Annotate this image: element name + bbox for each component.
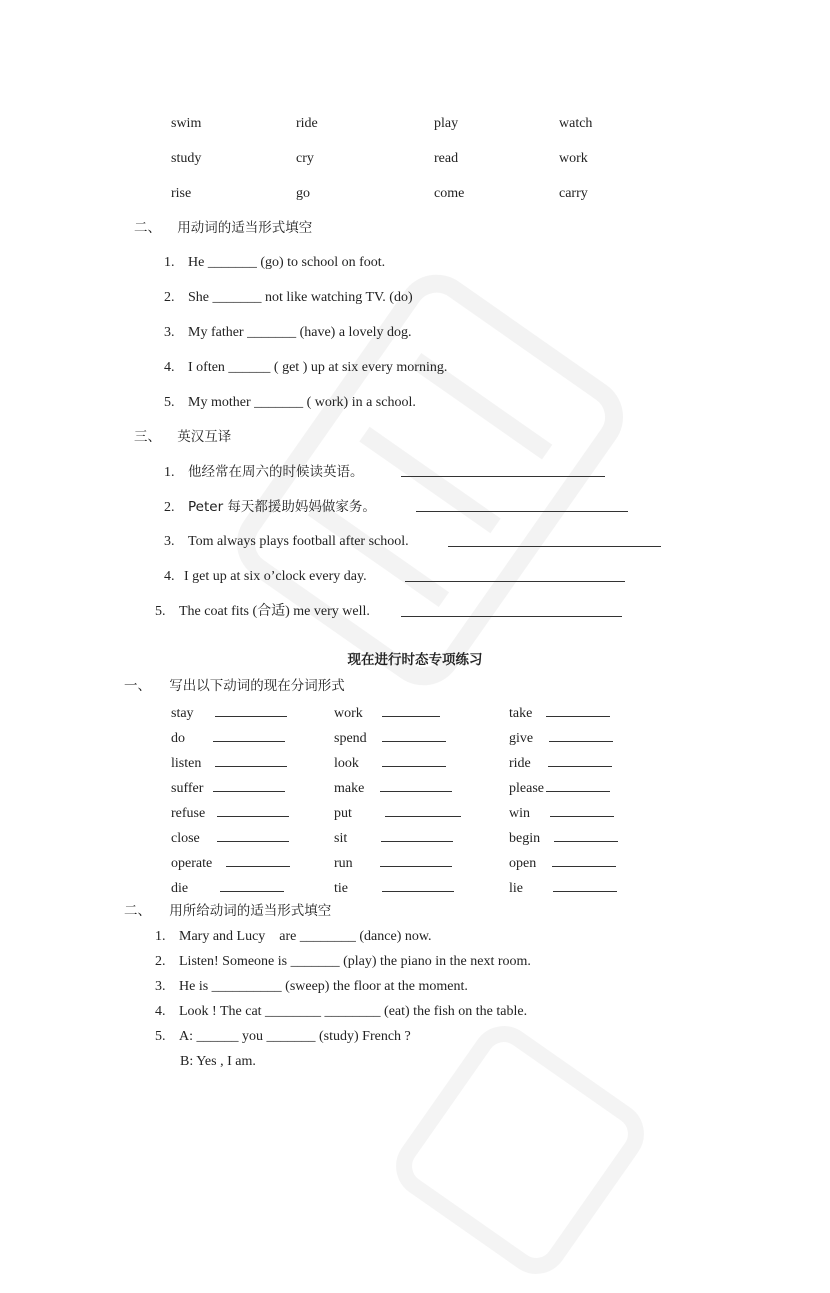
section2-item <box>164 290 413 306</box>
part2-section2-marker: 二、 <box>124 903 151 919</box>
verb: operate <box>171 856 213 871</box>
part2-section1-marker: 一、 <box>124 678 151 694</box>
section3-item <box>164 499 376 516</box>
participle-cell <box>509 879 617 897</box>
item-number: 2. <box>164 290 175 305</box>
verb: win <box>509 806 530 821</box>
answer-underline <box>416 499 628 512</box>
verb-cell: study <box>171 151 202 166</box>
verb-cell: read <box>434 151 459 166</box>
participle-cell <box>334 754 446 772</box>
part2-section2-item <box>155 929 432 945</box>
blank <box>380 779 452 792</box>
verb-row <box>171 186 731 221</box>
participle-cell <box>171 729 285 747</box>
participle-cell <box>334 804 461 822</box>
verb-cell: work <box>559 151 588 166</box>
item-number: 5. <box>155 604 166 619</box>
verb-cell: cry <box>296 151 314 166</box>
item-number: 3. <box>155 979 166 994</box>
verb: tie <box>334 881 348 896</box>
item-text: He _______ (go) to school on foot. <box>188 255 386 270</box>
verb: suffer <box>171 781 204 796</box>
verb: spend <box>334 731 367 746</box>
blank <box>382 754 446 767</box>
blank <box>382 704 440 717</box>
participle-cell <box>334 729 446 747</box>
watermark-bottom <box>381 1011 660 1290</box>
blank <box>549 729 613 742</box>
verb: begin <box>509 831 541 846</box>
section3-item <box>164 534 409 550</box>
answer-underline <box>448 534 661 547</box>
verb: do <box>171 731 185 746</box>
watermark-bottom-graphic <box>381 1011 660 1290</box>
blank <box>553 879 617 892</box>
item-number: 3. <box>164 534 175 549</box>
item-text: Mary and Lucy are ________ (dance) now. <box>179 929 432 944</box>
participle-cell <box>509 829 618 847</box>
part2-section2-item <box>180 1054 256 1070</box>
participle-cell <box>334 704 440 722</box>
participle-row <box>171 754 641 779</box>
verb: look <box>334 756 359 771</box>
participle-cell <box>509 854 616 872</box>
item-text: I get up at six o’clock every day. <box>184 569 367 584</box>
item-text: The coat fits (合适) me very well. <box>179 604 370 619</box>
verb: run <box>334 856 353 871</box>
blank <box>226 854 290 867</box>
answer-underline <box>401 604 622 617</box>
participle-row <box>171 704 641 729</box>
verb: die <box>171 881 189 896</box>
verb-cell: come <box>434 186 465 201</box>
answer-line <box>401 464 605 482</box>
item-text: A: ______ you _______ (study) French ? <box>179 1029 411 1044</box>
section2-heading <box>134 220 312 236</box>
participle-cell <box>509 779 610 797</box>
verb-cell: play <box>434 116 459 131</box>
blank <box>220 879 284 892</box>
item-number: 1. <box>155 929 166 944</box>
verb: work <box>334 706 363 721</box>
participle-cell <box>334 829 453 847</box>
item-number: 5. <box>164 395 175 410</box>
blank <box>548 754 612 767</box>
participle-cell <box>509 704 610 722</box>
item-number: 2. <box>155 954 166 969</box>
section2-item <box>164 395 416 411</box>
answer-line <box>448 534 661 552</box>
item-text: Peter 每天都援助妈妈做家务。 <box>188 499 376 515</box>
participle-cell <box>171 754 287 772</box>
item-text: B: Yes , I am. <box>180 1054 256 1069</box>
blank <box>385 804 461 817</box>
verb: refuse <box>171 806 206 821</box>
item-number: 3. <box>164 325 175 340</box>
blank <box>217 804 289 817</box>
blank <box>381 829 453 842</box>
item-text: Tom always plays football after school. <box>188 534 409 549</box>
section3-item <box>164 569 367 585</box>
answer-underline <box>401 464 605 477</box>
item-number: 1. <box>164 255 175 270</box>
item-text: My father _______ (have) a lovely dog. <box>188 325 412 340</box>
verb-table <box>171 116 731 221</box>
participle-row <box>171 879 641 904</box>
verb: give <box>509 731 534 746</box>
section3-heading <box>134 429 231 445</box>
section3-title: 英汉互译 <box>177 429 232 445</box>
answer-line <box>416 499 628 517</box>
blank <box>546 779 610 792</box>
verb-cell: ride <box>296 116 318 131</box>
item-text: Look ! The cat ________ ________ (eat) the fish on the table. <box>179 1004 528 1019</box>
section3-marker: 三、 <box>134 429 161 445</box>
verb: close <box>171 831 200 846</box>
verb: open <box>509 856 537 871</box>
blank <box>215 754 287 767</box>
section3-item <box>155 604 370 620</box>
blank <box>550 804 614 817</box>
participle-cell <box>171 704 287 722</box>
participle-cell <box>171 829 289 847</box>
blank <box>213 729 285 742</box>
verb: sit <box>334 831 348 846</box>
participle-row <box>171 779 641 804</box>
item-text: My mother _______ ( work) in a school. <box>188 395 416 410</box>
verb: please <box>509 781 544 796</box>
part2-section2-item <box>155 954 531 970</box>
item-text: 他经常在周六的时候读英语。 <box>188 464 364 480</box>
item-text: I often ______ ( get ) up at six every morning. <box>188 360 448 375</box>
section2-item <box>164 325 412 341</box>
page-title: 现在进行时态专项练习 <box>347 652 483 668</box>
verb: ride <box>509 756 531 771</box>
participle-table <box>171 704 641 904</box>
section2-marker: 二、 <box>134 220 161 236</box>
verb-cell: go <box>296 186 310 201</box>
blank <box>213 779 285 792</box>
blank <box>217 829 289 842</box>
participle-cell <box>171 804 289 822</box>
verb-cell: carry <box>559 186 588 201</box>
section2-item <box>164 255 385 271</box>
item-number: 1. <box>164 465 175 480</box>
blank <box>382 729 446 742</box>
participle-cell <box>509 804 614 822</box>
participle-cell <box>334 879 454 897</box>
verb-cell: watch <box>559 116 593 131</box>
participle-cell <box>509 729 613 747</box>
item-number: 4. <box>164 569 175 584</box>
verb: lie <box>509 881 523 896</box>
verb: stay <box>171 706 194 721</box>
answer-line <box>405 569 625 587</box>
part2-section1-title: 写出以下动词的现在分词形式 <box>169 678 345 694</box>
part2-section2-heading <box>124 903 331 919</box>
item-text: He is __________ (sweep) the floor at the moment. <box>179 979 468 994</box>
part2-section2-item <box>155 979 468 995</box>
verb: put <box>334 806 352 821</box>
item-number: 4. <box>164 360 175 375</box>
section3-item <box>164 464 364 481</box>
item-text: She _______ not like watching TV. (do) <box>188 290 413 305</box>
participle-cell <box>171 779 285 797</box>
answer-underline <box>405 569 625 582</box>
verb: listen <box>171 756 202 771</box>
blank <box>382 879 454 892</box>
verb: take <box>509 706 533 721</box>
answer-line <box>401 604 622 622</box>
section2-title: 用动词的适当形式填空 <box>177 220 313 236</box>
item-number: 4. <box>155 1004 166 1019</box>
participle-cell <box>171 854 290 872</box>
part2-section2-item <box>155 1004 527 1020</box>
blank <box>215 704 287 717</box>
participle-row <box>171 804 641 829</box>
blank <box>552 854 616 867</box>
blank <box>554 829 618 842</box>
participle-row <box>171 829 641 854</box>
participle-cell <box>334 779 452 797</box>
participle-cell <box>334 854 452 872</box>
verb-row <box>171 116 731 151</box>
part2-section1-heading <box>124 678 345 694</box>
verb-row <box>171 151 731 186</box>
blank <box>380 854 452 867</box>
blank <box>546 704 610 717</box>
item-text: Listen! Someone is _______ (play) the piano in the next room. <box>179 954 531 969</box>
verb-cell: swim <box>171 116 202 131</box>
item-number: 2. <box>164 500 175 515</box>
part2-section2-item <box>155 1029 411 1045</box>
verb: make <box>334 781 365 796</box>
item-number: 5. <box>155 1029 166 1044</box>
participle-cell <box>509 754 612 772</box>
participle-cell <box>171 879 284 897</box>
participle-row <box>171 729 641 754</box>
section2-item <box>164 360 447 376</box>
verb-cell: rise <box>171 186 192 201</box>
participle-row <box>171 854 641 879</box>
part2-section2-title: 用所给动词的适当形式填空 <box>169 903 332 919</box>
